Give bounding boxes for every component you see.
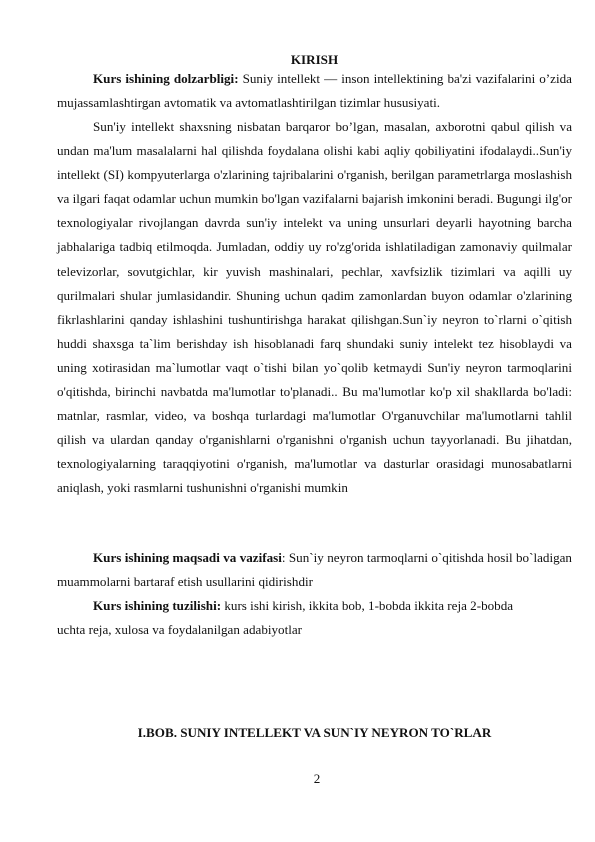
relevance-paragraph <box>57 67 572 115</box>
structure-line-2: uchta reja, xulosa va foydalanilgan adabiyotlar <box>57 622 303 637</box>
goal-paragraph <box>57 546 572 594</box>
structure-label: Kurs ishining tuzilishi: <box>93 598 222 613</box>
goal-label: Kurs ishining maqsadi va vazifasi <box>93 550 282 565</box>
chapter-heading: I.BOB. SUNIY INTELLEKT VA SUN`IY NEYRON TO`RLAR <box>137 725 492 740</box>
relevance-label: Kurs ishining dolzarbligi: <box>93 71 239 86</box>
page-number: 2 <box>313 771 321 786</box>
structure-line-1 <box>93 594 513 618</box>
relevance-text: Suniy intellekt — inson intellektining ba'zi vazifalarini o’zida mujassamlashtirgan avtomatik va avtomatlashtirilgan tizimlar hususiyati. <box>57 71 572 111</box>
main-body-paragraph: Sun'iy intellekt shaxsning nisbatan barqaror bo’lgan, masalan, axborotni qabul qilish va undan ma'lum masalalarni hal qilishda foydalana olishi kabi aqliy qobiliyatini ifodalaydi..Sun'iy intellekt (SI) kompyuterlarga o'zlarining tajribalarini o'rganish, berilgan parametrlarga moslashish va ilgari faqat odamlar uchun mumkin bo'lgan vazifalarni bajarish imkonini beradi. Bugungi ilg'or texnologiyalar rivojlangan davrda sun'iy intelekt va uning unsurlari deyarli hayotning barcha jabhalariga tadbiq etilmoqda. Jumladan, oddiy uy ro'zg'orida ishlatiladigan zamonaviy quilmalar televizorlar, sovutgichlar, kir yuvish mashinalari, pechlar, xavfsizlik tizimlari va aqilli uy qurilmalari shular jumlasidandir. Shuning uchun qadim zamonlardan buyon odamlar o'zlarining fikrlashlarini qanday ishlashini tushuntirishga harakat qilishgan.Sun`iy neyron to`rlarni o`qitish huddi shaxsga ta`lim berishday ish hisoblanadi farq shundaki suniy intelekt tez hisoblaydi va uning xotirasidan ma`lumotlar vaqt o`tishi bilan yo`qolib ketmaydi Sun'iy neyron tarmoqlarini o'qitishda, birinchi navbatda ma'lumotlar to'planadi.. Bu ma'lumotlar ko'p xil shakllarda bo'ladi: matnlar, rasmlar, video, va boshqa turlardagi ma'lumotlar O'rganuvchilar ma'lumotlarni tahlil qilish va ulardan qanday o'rganishlarni o'rganishni o'rganish uchun tayyorlanadi. Bu jihatdan, texnologiyalarning taraqqiyotini o'rganish, ma'lumotlar va dasturlar orasidagi munosabatlarni aniqlash, yoki rasmlarni tushunishni o'rganishi mumkin <box>57 119 572 496</box>
goal-text: : Sun`iy neyron tarmoqlarni o`qitishda hosil bo`ladigan muammolarni bartaraf etish usullarini qidirishdir <box>57 550 572 590</box>
section-heading-kirish: KIRISH <box>290 52 339 67</box>
structure-text-1: kurs ishi kirish, ikkita bob, 1-bobda ikkita reja 2-bobda <box>221 598 514 613</box>
